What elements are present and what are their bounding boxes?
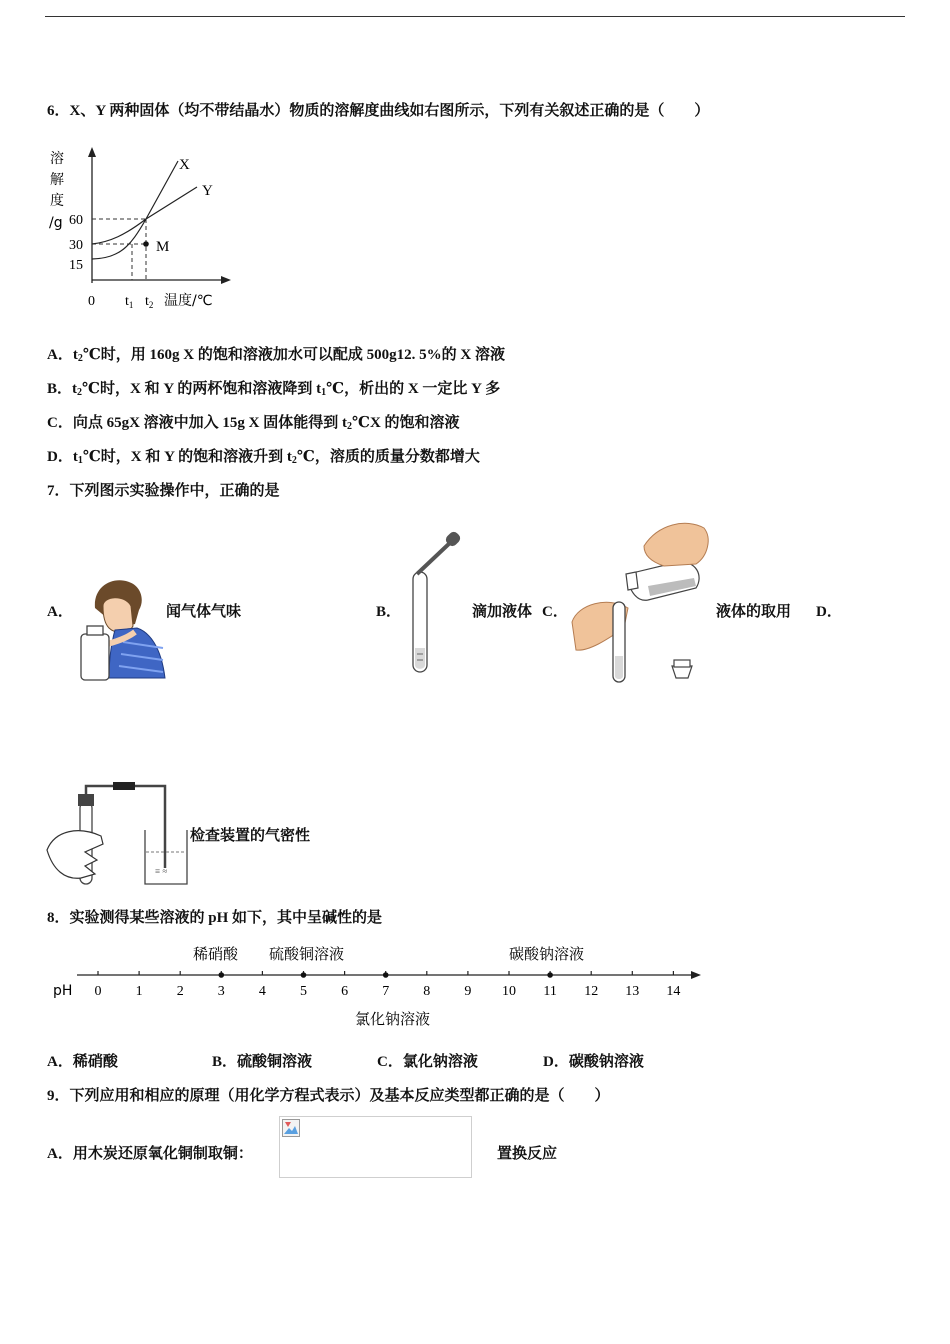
ph-tick-label: 2: [176, 984, 184, 999]
ph-tick-label: 6: [341, 984, 349, 999]
ph-point-dot: [301, 972, 307, 978]
q6-option-a: A．$t_2℃$时，用 160g X 的饱和溶液加水可以配成 500g12. 5%的 X 溶液: [47, 347, 505, 364]
q6-stem: 6．X、Y 两种固体（均不带结晶水）物质的溶解度曲线如右图所示，下列有关叙述正确的是（ ）: [47, 103, 710, 119]
x-axis-label: 温度/℃: [164, 293, 213, 309]
airtightness-illustration: [45, 780, 193, 890]
solubility-graph: [45, 143, 235, 313]
ph-tick-label: 8: [423, 984, 431, 999]
label-sodium-chloride: 氯化钠溶液: [355, 1010, 431, 1028]
q8-stem: 8．实验测得某些溶液的 pH 如下，其中呈碱性的是: [47, 910, 383, 926]
q8-option-d: D．碳酸钠溶液: [543, 1054, 644, 1070]
ph-tick-label: 9: [464, 984, 472, 999]
curve-y-label: Y: [202, 183, 213, 199]
ph-tick-label: 14: [666, 984, 681, 999]
point-m-label: M: [156, 239, 170, 255]
equation-image-placeholder: [279, 1116, 472, 1178]
tick-60: 60: [69, 213, 83, 228]
ph-tick-label: 0: [94, 984, 102, 999]
ph-point-dot: [547, 972, 553, 978]
ph-point-dot: [219, 972, 225, 978]
y-label-1: 溶: [50, 151, 64, 167]
tick-15: 15: [69, 258, 83, 273]
dropper-illustration: [405, 530, 475, 678]
q7-c-label: 液体的取用: [716, 604, 792, 620]
ph-tick-label: 7: [382, 984, 390, 999]
ph-tick-label: 4: [258, 984, 266, 999]
label-nitric-acid: 稀硝酸: [193, 945, 239, 963]
tick-30: 30: [69, 238, 83, 253]
ph-scale: [45, 938, 710, 1033]
q8-option-b: B．硫酸铜溶液: [212, 1054, 313, 1070]
q7-stem: 7．下列图示实验操作中，正确的是: [47, 483, 280, 499]
ph-axis-label: pH: [53, 983, 73, 999]
ph-tick-label: 1: [135, 984, 143, 999]
ph-axis-arrow: [691, 971, 701, 979]
label-copper-sulfate: 硫酸铜溶液: [269, 945, 345, 963]
ph-tick-label: 11: [543, 984, 557, 999]
q9-option-a-type: 置换反应: [497, 1146, 558, 1162]
ph-tick-label: 3: [217, 984, 225, 999]
ph-point-dot: [383, 972, 389, 978]
y-label-4: /g: [49, 215, 63, 231]
t1-label: $t_1$: [125, 294, 134, 310]
curve-y-line: [92, 187, 197, 244]
t2-label: $t_2$: [145, 294, 154, 310]
q7-a-letter: A．: [47, 604, 73, 620]
graph-y-arrow: [88, 147, 96, 157]
top-rule: [45, 16, 905, 17]
q8-option-c: C．氯化钠溶液: [377, 1054, 478, 1070]
y-label-3: 度: [50, 193, 64, 209]
broken-image-icon: [282, 1119, 300, 1137]
q7-b-label: 滴加液体: [472, 604, 533, 620]
liquid-pouring-illustration: [568, 516, 718, 686]
q7-d-letter: D．: [816, 604, 842, 620]
q7-d-label: 检查装置的气密性: [190, 828, 311, 844]
curve-x-label: X: [179, 157, 190, 173]
q8-option-a: A．稀硝酸: [47, 1054, 118, 1070]
ph-tick-label: 5: [300, 984, 307, 999]
origin-label: 0: [88, 294, 95, 309]
q6-option-d: D．$t_1℃$时，X 和 Y 的饱和溶液升到 $t_2℃$，溶质的质量分数都增大: [47, 449, 480, 466]
smell-gas-illustration: [75, 572, 167, 684]
q6-option-c: C．向点 65gX 溶液中加入 15g X 固体能得到 $t_2℃X$ 的饱和溶液: [47, 415, 460, 432]
q6-option-b: B．$t_2℃$时，X 和 Y 的两杯饱和溶液降到 $t_1℃$，析出的 X 一定比 Y 多: [47, 381, 501, 398]
q7-a-label: 闻气体气味: [166, 604, 242, 620]
point-m: [143, 241, 149, 247]
q9-option-a-prefix: A．用木炭还原氧化铜制取铜：: [47, 1146, 253, 1162]
ph-tick-label: 12: [584, 984, 599, 999]
q9-stem: 9．下列应用和相应的原理（用化学方程式表示）及基本反应类型都正确的是（ ）: [47, 1088, 610, 1104]
q7-c-letter: C．: [542, 604, 568, 620]
ph-tick-label: 10: [502, 984, 516, 999]
label-sodium-carbonate: 碳酸钠溶液: [509, 945, 585, 963]
svg-text:≡ ≈: ≡ ≈: [155, 866, 168, 876]
q7-b-letter: B．: [376, 604, 402, 620]
ph-tick-label: 13: [625, 984, 640, 999]
y-label-2: 解: [50, 172, 64, 188]
graph-x-arrow: [221, 276, 231, 284]
